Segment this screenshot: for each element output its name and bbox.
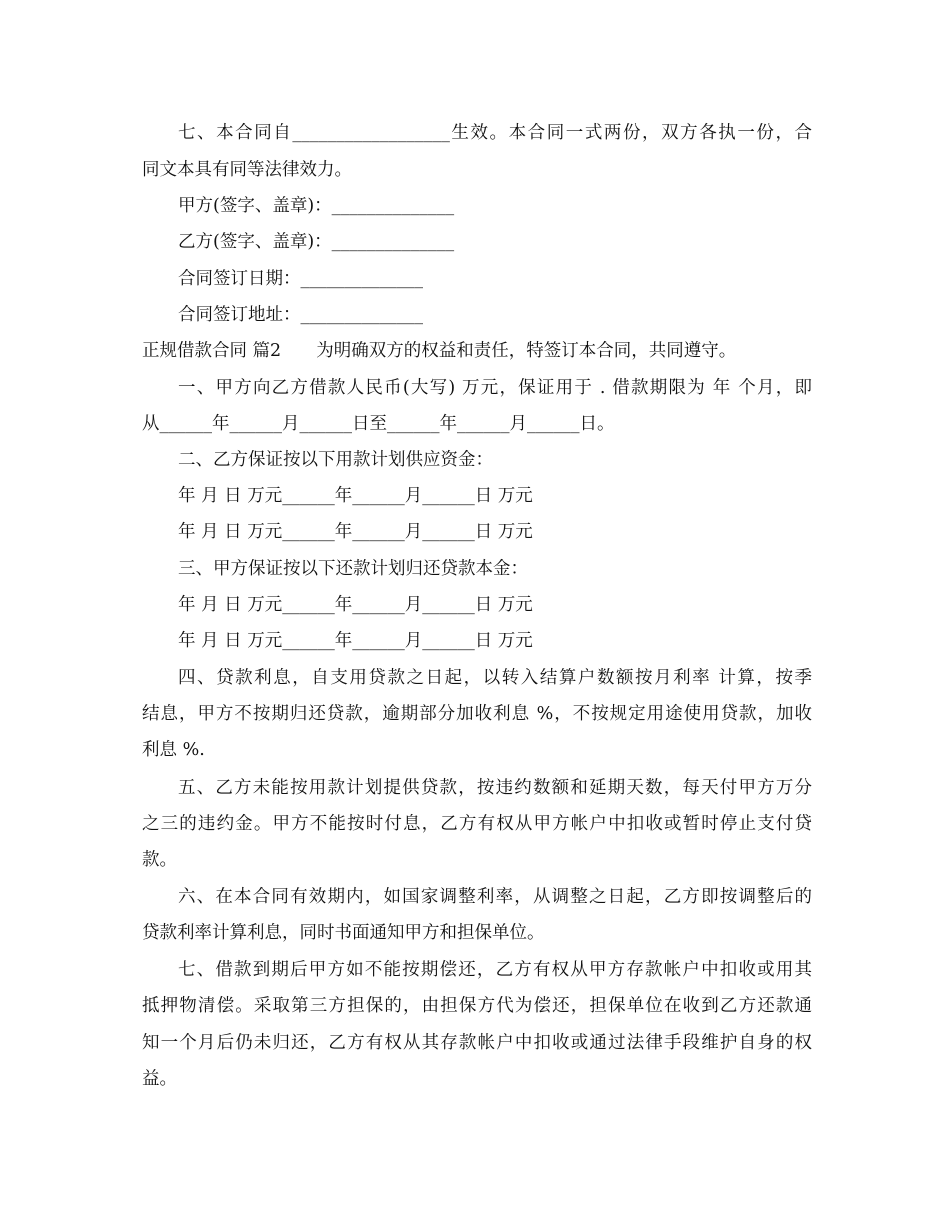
text-line: 六、在本合同有效期内，如国家调整利率，从调整之日起，乙方即按调整后的 (178, 887, 812, 907)
text-line: 从______年______月______日至______年______月______日。 (142, 414, 615, 434)
text-line: 七、借款到期后甲方如不能按期偿还，乙方有权从甲方存款帐户中扣收或用其 (178, 960, 812, 980)
text-line: 抵押物清偿。采取第三方担保的，由担保方代为偿还，担保单位在收到乙方还款通 (142, 996, 812, 1016)
schedule-line: 年 月 日 万元______年______月______日 万元 (178, 595, 533, 615)
text-line: 甲方(签字、盖章)：______________ (178, 196, 455, 216)
text-line: 四、贷款利息，自支用贷款之日起，以转入结算户数额按月利率 计算，按季 (178, 668, 812, 688)
text-line: 知一个月后仍未归还，乙方有权从其存款帐户中扣收或通过法律手段维护自身的权 (142, 1033, 812, 1053)
text-line: 七、本合同自__________________生效。本合同一式两份，双方各执一份，合 (178, 123, 812, 143)
text-line: 利息 %. (142, 740, 205, 760)
schedule-line: 年 月 日 万元______年______月______日 万元 (178, 522, 533, 542)
text-line: 款。 (142, 850, 177, 870)
text-line: 乙方(签字、盖章)：______________ (178, 232, 455, 252)
section-heading: 正规借款合同 篇2 为明确双方的权益和责任，特签订本合同，共同遵守。 (142, 341, 737, 361)
text-line: 之三的违约金。甲方不能按时付息，乙方有权从甲方帐户中扣收或暂时停止支付贷 (142, 814, 812, 834)
text-line: 合同签订地址：______________ (178, 305, 423, 325)
text-line: 结息，甲方不按期归还贷款，逾期部分加收利息 %，不按规定用途使用贷款，加收 (142, 704, 812, 724)
text-line: 同文本具有同等法律效力。 (142, 160, 352, 180)
text-line: 益。 (142, 1069, 177, 1089)
text-line: 五、乙方未能按用款计划提供贷款，按违约数额和延期天数，每天付甲方万分 (178, 778, 812, 798)
schedule-line: 年 月 日 万元______年______月______日 万元 (178, 486, 533, 506)
text-line: 贷款利率计算利息，同时书面通知甲方和担保单位。 (142, 923, 545, 943)
text-line: 合同签订日期：______________ (178, 269, 423, 289)
text-line: 一、甲方向乙方借款人民币(大写) 万元，保证用于 . 借款期限为 年 个月，即 (178, 378, 812, 398)
text-line: 二、乙方保证按以下用款计划供应资金： (178, 450, 493, 470)
text-line: 三、甲方保证按以下还款计划归还贷款本金： (178, 559, 528, 579)
schedule-line: 年 月 日 万元______年______月______日 万元 (178, 631, 533, 651)
